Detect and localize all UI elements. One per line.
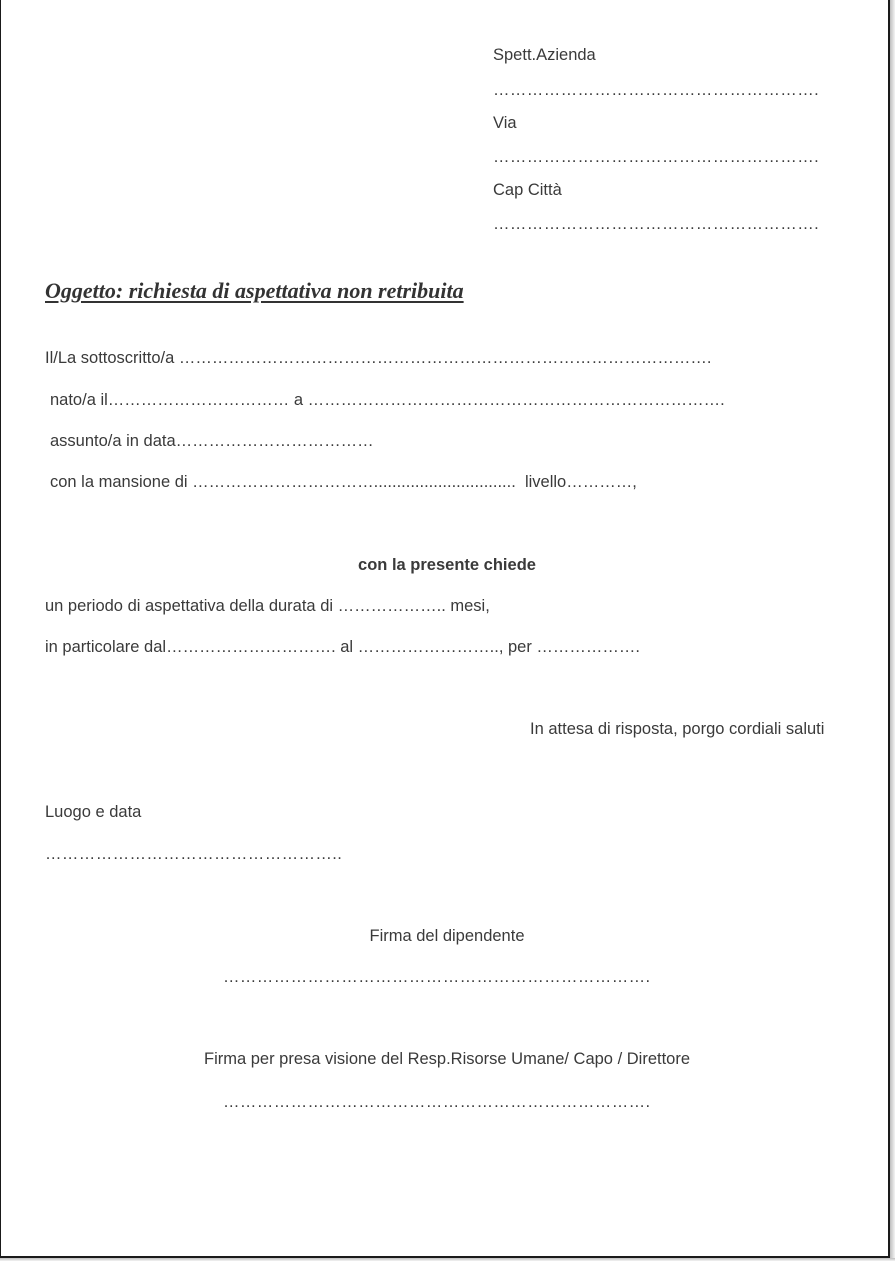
recipient-company-label: Spett.Azienda (493, 46, 596, 64)
page-shadow-right (890, 0, 895, 1261)
closing-greeting: In attesa di risposta, porgo cordiali saluti (530, 720, 825, 738)
recipient-street-field: …………………………………………………. (493, 148, 820, 166)
manager-signature-field: …………………………………………………………………. (223, 1093, 651, 1111)
request-duration-line: un periodo di aspettativa della durata di ……………….. mesi, (45, 597, 490, 615)
subject-heading: Oggetto: richiesta di aspettativa non retribuita (45, 278, 464, 303)
recipient-street-label: Via (493, 114, 517, 132)
request-heading: con la presente chiede (358, 556, 536, 574)
place-date-field: …………………………………………….. (45, 845, 343, 863)
employee-hired-line: assunto/a in data……………………………… (50, 432, 374, 450)
recipient-city-label: Cap Città (493, 181, 562, 199)
recipient-company-field: …………………………………………………. (493, 81, 820, 99)
employee-birth-line: nato/a il…………………………… a …………………………………………………………………. (50, 391, 725, 409)
employee-signature-label: Firma del dipendente (369, 927, 525, 945)
employee-name-line: Il/La sottoscritto/a ……………………………………………………………………………………. (45, 349, 712, 367)
manager-signature-label: Firma per presa visione del Resp.Risorse Umane/ Capo / Direttore (203, 1050, 691, 1068)
request-period-line: in particolare dal…………………………. al …………………….., per ………………. (45, 638, 641, 656)
place-date-label: Luogo e data (45, 803, 142, 821)
employee-signature-field: …………………………………………………………………. (223, 968, 651, 986)
recipient-city-field: …………………………………………………. (493, 215, 820, 233)
employee-role-line: con la mansione di ……………………………............................... livello…………, (50, 473, 637, 491)
